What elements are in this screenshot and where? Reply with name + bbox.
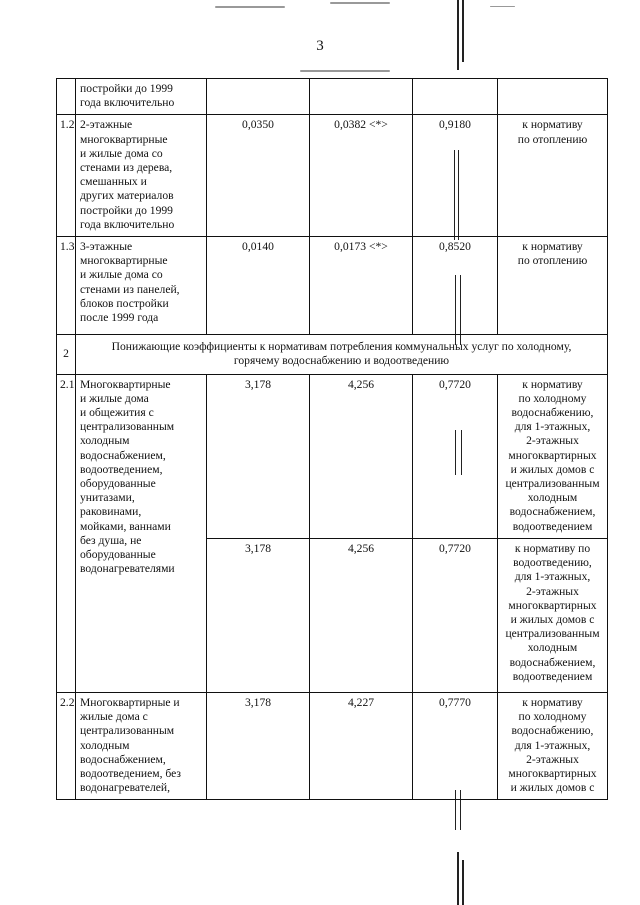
row-note: к нормативу по водоотведению, для 1-этажных, 2-этажных многоквартирных и жилых домов с централизованным холодным водоснабжением, водоотведением: [498, 538, 608, 692]
value-col-2: 4,227: [310, 692, 413, 799]
value-col-1: 3,178: [207, 692, 310, 799]
value-col-1: 3,178: [207, 538, 310, 692]
scan-speck: [490, 6, 515, 7]
value-col-3: 0,7720: [413, 538, 498, 692]
value-col-2: 4,256: [310, 374, 413, 538]
row-description: постройки до 1999 года включительно: [76, 79, 207, 115]
table-row-continued: [57, 79, 608, 115]
value-col-2: [310, 79, 413, 115]
section-number: 2: [57, 335, 76, 374]
table-row-2-2: [57, 692, 608, 799]
row-number: 2.1: [57, 374, 76, 692]
value-col-1: 0,0140: [207, 237, 310, 335]
row-description: 3-этажные многоквартирные и жилые дома со стенами из панелей, блоков постройки после 1999 года: [76, 237, 207, 335]
row-note: к нормативу по отоплению: [498, 237, 608, 335]
value-col-1: 0,0350: [207, 115, 310, 237]
scan-speck: [330, 2, 390, 4]
row-number: 2.2: [57, 692, 76, 799]
value-col-3: 0,7720: [413, 374, 498, 538]
row-note: к нормативу по холодному водоснабжению, для 1-этажных, 2-этажных многоквартирных и жилых домов с: [498, 692, 608, 799]
row-description: Многоквартирные и жилые дома и общежития с централизованным холодным водоснабжением, водоотведением, оборудованные унитазами, раковинами, мойками, ваннами без душа, не оборудованные водонагревателями: [76, 374, 207, 692]
value-col-3: 0,8520: [413, 237, 498, 335]
table-row-1-2: [57, 115, 608, 237]
section-title: Понижающие коэффициенты к нормативам потребления коммунальных услуг по холодному, горячему водоснабжению и водоотведению: [76, 335, 608, 374]
scan-artifact-line: [462, 0, 464, 62]
row-note: [498, 79, 608, 115]
row-description: 2-этажные многоквартирные и жилые дома со стенами из дерева, смешанных и других материалов постройки до 1999 года включительно: [76, 115, 207, 237]
scan-speck: [300, 70, 390, 72]
row-number: 1.3: [57, 237, 76, 335]
row-number: [57, 79, 76, 115]
value-col-1: [207, 79, 310, 115]
value-col-3: [413, 79, 498, 115]
scan-speck: [215, 6, 285, 8]
value-col-3: 0,9180: [413, 115, 498, 237]
coefficients-table: [56, 78, 608, 800]
scan-artifact-line: [457, 852, 459, 905]
row-description: Многоквартирные и жилые дома с централизованным холодным водоснабжением, водоотведением, без водонагревателей,: [76, 692, 207, 799]
row-note: к нормативу по отоплению: [498, 115, 608, 237]
row-number: 1.2: [57, 115, 76, 237]
scan-artifact-line: [462, 860, 464, 905]
row-note: к нормативу по холодному водоснабжению, для 1-этажных, 2-этажных многоквартирных и жилых домов с централизованным холодным водоснабжением, водоотведением: [498, 374, 608, 538]
value-col-2: 4,256: [310, 538, 413, 692]
value-col-2: 0,0382 <*>: [310, 115, 413, 237]
scan-artifact-line: [457, 0, 459, 70]
value-col-3: 0,7770: [413, 692, 498, 799]
page-number: 3: [316, 38, 324, 54]
value-col-1: 3,178: [207, 374, 310, 538]
table-row-2-1: [57, 374, 608, 538]
section-header-row: [57, 335, 608, 374]
table-row-1-3: [57, 237, 608, 335]
value-col-2: 0,0173 <*>: [310, 237, 413, 335]
